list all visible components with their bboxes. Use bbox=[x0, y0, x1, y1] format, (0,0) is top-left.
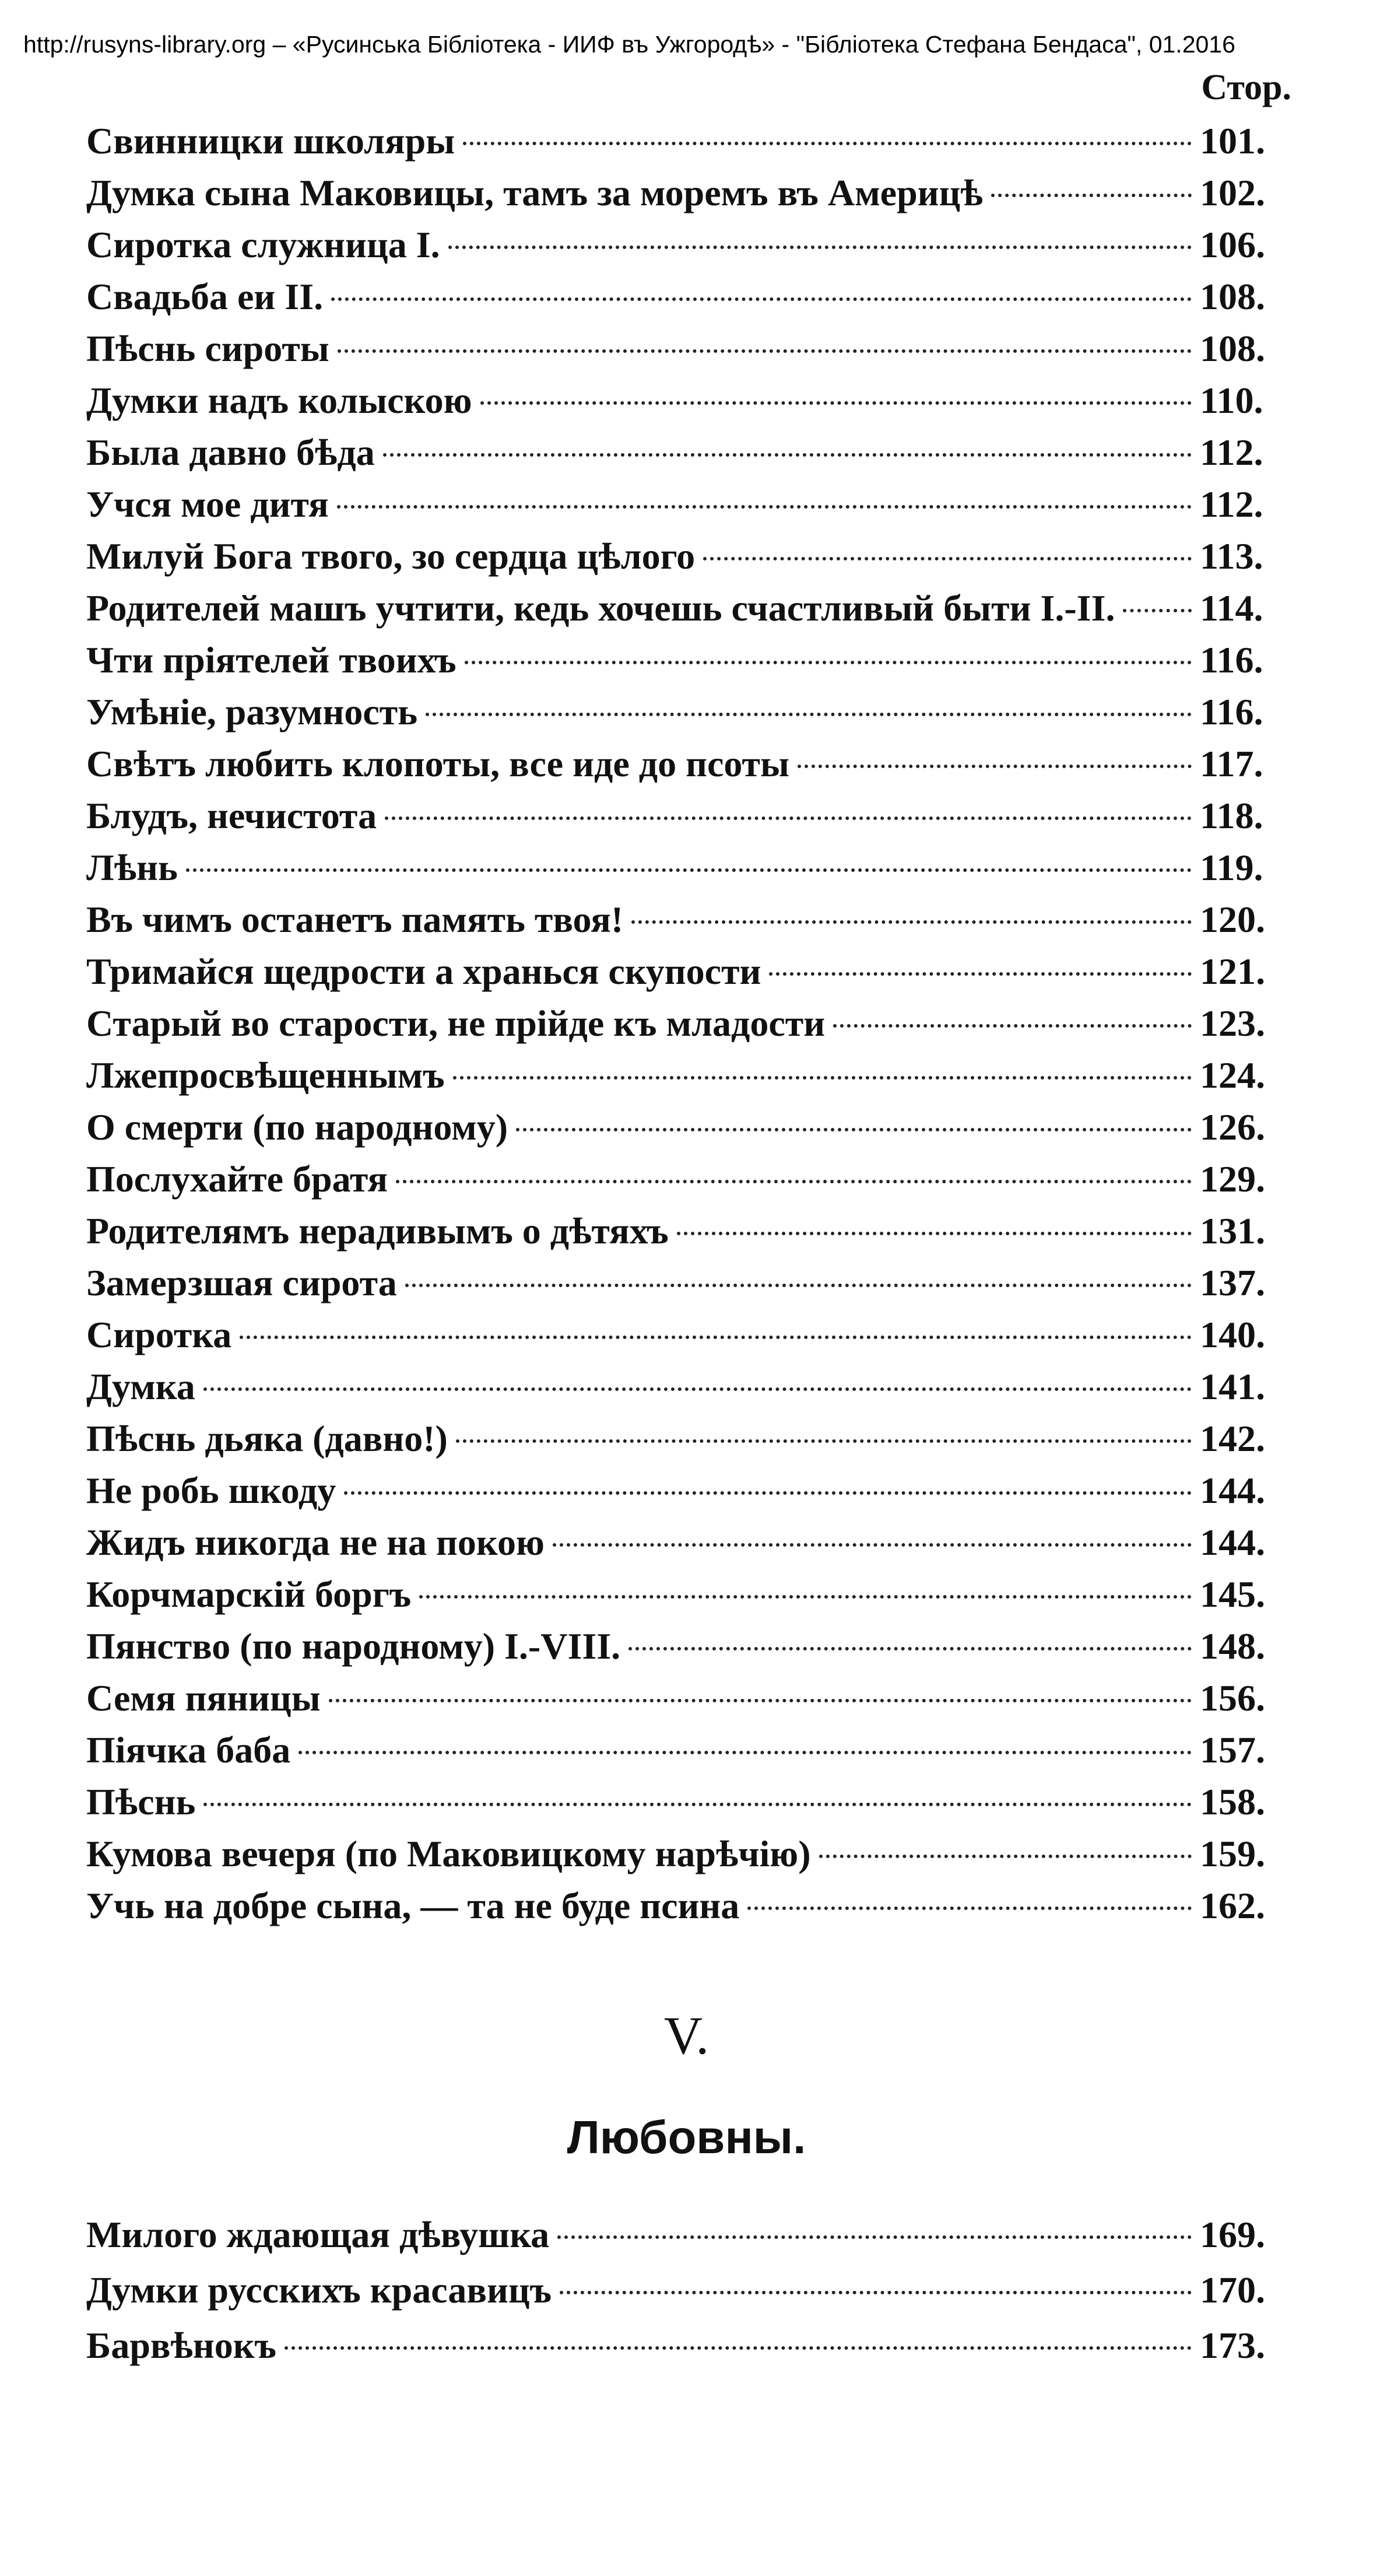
toc-entry-page: 170. bbox=[1200, 2269, 1265, 2311]
toc-entry bbox=[86, 1365, 1287, 1417]
toc-entry-title: Піячка баба bbox=[86, 1729, 291, 1771]
dot-leader bbox=[553, 1543, 1192, 1547]
dot-leader bbox=[703, 557, 1192, 560]
toc-entry-page: 113. bbox=[1200, 535, 1263, 577]
toc-entry-page: 106. bbox=[1200, 224, 1265, 265]
toc-entry bbox=[86, 2269, 1287, 2324]
toc-entry bbox=[86, 2324, 1287, 2379]
toc-entry-title: Старый во старости, не прійде къ младости bbox=[86, 1003, 826, 1044]
toc-entry-title: Въ чимъ останетъ память твоя! bbox=[86, 899, 624, 940]
toc-entry-title: Сиротка служница I. bbox=[86, 224, 440, 265]
toc-entry-page: 108. bbox=[1200, 328, 1265, 369]
toc-entry-page: 169. bbox=[1200, 2214, 1265, 2255]
section-table-of-contents bbox=[86, 2213, 1287, 2379]
toc-entry-page: 108. bbox=[1200, 276, 1265, 317]
dot-leader bbox=[628, 1647, 1192, 1650]
toc-entry bbox=[86, 1106, 1287, 1158]
toc-entry-page: 118. bbox=[1200, 795, 1263, 836]
dot-leader bbox=[337, 505, 1192, 509]
dot-leader bbox=[557, 2235, 1192, 2239]
toc-entry-page: 116. bbox=[1200, 691, 1263, 733]
toc-entry-title: Сиротка bbox=[86, 1314, 232, 1355]
toc-entry bbox=[86, 327, 1287, 379]
dot-leader bbox=[1123, 609, 1192, 612]
toc-entry-page: 114. bbox=[1200, 587, 1263, 629]
toc-entry bbox=[86, 535, 1287, 587]
toc-entry-page: 137. bbox=[1200, 1262, 1265, 1303]
toc-entry-title: Кумова вечеря (по Маковицкому нарѣчію) bbox=[86, 1833, 811, 1874]
toc-entry-title: Думки надъ колыскою bbox=[86, 380, 472, 421]
toc-entry-page: 144. bbox=[1200, 1470, 1265, 1511]
toc-entry bbox=[86, 1261, 1287, 1313]
toc-entry-title: Пѣснь сироты bbox=[86, 328, 329, 369]
dot-leader bbox=[344, 1491, 1192, 1495]
toc-entry bbox=[86, 898, 1287, 950]
toc-entry-page: 116. bbox=[1200, 639, 1263, 681]
toc-entry bbox=[86, 1832, 1287, 1884]
toc-entry-page: 120. bbox=[1200, 899, 1265, 940]
toc-entry-title: Думка сына Маковицы, тамъ за моремъ въ Америцѣ bbox=[86, 172, 983, 213]
toc-entry-title: Учся мое дитя bbox=[86, 483, 329, 525]
toc-entry-title: Семя пяницы bbox=[86, 1677, 321, 1719]
dot-leader bbox=[203, 1803, 1192, 1806]
toc-entry-title: Чти пріятелей твоихъ bbox=[86, 639, 457, 681]
dot-leader bbox=[991, 194, 1192, 197]
toc-entry-title: Свинницки школяры bbox=[86, 120, 455, 162]
toc-entry-page: 112. bbox=[1200, 483, 1263, 525]
toc-entry-page: 162. bbox=[1200, 1885, 1265, 1926]
toc-entry-title: Корчмарскій боргъ bbox=[86, 1573, 412, 1615]
dot-leader bbox=[186, 868, 1192, 872]
toc-entry-title: Думка bbox=[86, 1366, 195, 1407]
source-url-line: http://rusyns-library.org – «Русинська Бібліотека - ИИФ въ Ужгородѣ» - "Бібліотека Стефана Бендаса", 01.2016 bbox=[23, 31, 1235, 58]
toc-entry bbox=[86, 1677, 1287, 1729]
toc-entry-title: Пѣснь bbox=[86, 1781, 196, 1823]
toc-entry-title: Милуй Бога твого, зо сердца цѣлого bbox=[86, 535, 696, 577]
toc-entry-page: 144. bbox=[1200, 1522, 1265, 1563]
toc-entry bbox=[86, 1781, 1287, 1832]
dot-leader bbox=[453, 1076, 1192, 1080]
toc-entry bbox=[86, 846, 1287, 898]
toc-entry-page: 126. bbox=[1200, 1106, 1265, 1148]
toc-entry bbox=[86, 275, 1287, 327]
toc-entry-page: 157. bbox=[1200, 1729, 1265, 1771]
toc-entry-title: Лжепросвѣщеннымъ bbox=[86, 1054, 445, 1096]
dot-leader bbox=[331, 297, 1192, 301]
toc-entry bbox=[86, 379, 1287, 431]
toc-entry-title: Думки русскихъ красавицъ bbox=[86, 2269, 552, 2311]
dot-leader bbox=[798, 765, 1192, 768]
toc-entry-page: 131. bbox=[1200, 1210, 1265, 1252]
toc-entry bbox=[86, 1521, 1287, 1573]
toc-entry-title: Пянство (по народному) I.-VIII. bbox=[86, 1625, 621, 1667]
toc-entry-title: Свадьба еи II. bbox=[86, 276, 324, 317]
toc-entry-page: 173. bbox=[1200, 2325, 1265, 2366]
toc-entry bbox=[86, 1054, 1287, 1106]
dot-leader bbox=[285, 2346, 1192, 2350]
toc-entry bbox=[86, 587, 1287, 639]
dot-leader bbox=[560, 2291, 1192, 2294]
dot-leader bbox=[465, 661, 1192, 664]
toc-entry-title: Родителямъ нерадивымъ о дѣтяхъ bbox=[86, 1210, 669, 1252]
dot-leader bbox=[396, 1180, 1192, 1183]
toc-entry-title: Пѣснь дьяка (давно!) bbox=[86, 1418, 448, 1459]
toc-entry bbox=[86, 431, 1287, 483]
toc-entry bbox=[86, 1729, 1287, 1781]
toc-entry-title: Лѣнь bbox=[86, 847, 178, 888]
page-column-header: Стор. bbox=[1201, 68, 1291, 107]
toc-entry-page: 101. bbox=[1200, 120, 1265, 162]
toc-entry-page: 121. bbox=[1200, 951, 1265, 992]
dot-leader bbox=[405, 1284, 1192, 1287]
toc-entry-page: 112. bbox=[1200, 432, 1263, 473]
dot-leader bbox=[769, 972, 1192, 976]
dot-leader bbox=[516, 1128, 1192, 1131]
toc-entry-title: Блудъ, нечистота bbox=[86, 795, 377, 836]
section-numeral: V. bbox=[663, 2006, 710, 2065]
dot-leader bbox=[426, 713, 1192, 716]
toc-entry-title: Учь на добре сына, — та не буде псина bbox=[86, 1885, 740, 1926]
toc-entry-title: О смерти (по народному) bbox=[86, 1106, 508, 1148]
toc-entry-page: 117. bbox=[1200, 743, 1263, 784]
toc-entry bbox=[86, 794, 1287, 846]
toc-entry bbox=[86, 1573, 1287, 1625]
toc-entry bbox=[86, 171, 1287, 223]
dot-leader bbox=[385, 816, 1192, 820]
section-title: Любовны. bbox=[567, 2111, 806, 2163]
toc-entry bbox=[86, 1210, 1287, 1261]
toc-entry bbox=[86, 742, 1287, 794]
toc-entry-title: Была давно бѣда bbox=[86, 432, 375, 473]
dot-leader bbox=[419, 1595, 1192, 1599]
dot-leader bbox=[747, 1906, 1192, 1910]
toc-entry-page: 148. bbox=[1200, 1625, 1265, 1667]
dot-leader bbox=[299, 1751, 1192, 1754]
dot-leader bbox=[203, 1387, 1192, 1391]
toc-entry-title: Умѣніе, разумность bbox=[86, 691, 418, 733]
dot-leader bbox=[338, 349, 1192, 353]
table-of-contents bbox=[86, 120, 1287, 1936]
toc-entry-page: 145. bbox=[1200, 1573, 1265, 1615]
toc-entry-page: 102. bbox=[1200, 172, 1265, 213]
toc-entry-page: 140. bbox=[1200, 1314, 1265, 1355]
toc-entry bbox=[86, 1469, 1287, 1521]
dot-leader bbox=[329, 1699, 1192, 1702]
toc-entry-page: 159. bbox=[1200, 1833, 1265, 1874]
toc-entry-page: 123. bbox=[1200, 1003, 1265, 1044]
toc-entry-title: Милого ждающая дѣвушка bbox=[86, 2214, 550, 2255]
toc-entry-title: Родителей машъ учтити, кедь хочешь счастливый быти I.-II. bbox=[86, 587, 1115, 629]
toc-entry-page: 142. bbox=[1200, 1418, 1265, 1459]
toc-entry bbox=[86, 639, 1287, 691]
toc-entry-title: Свѣтъ любить клопоты, все иде до псоты bbox=[86, 743, 789, 784]
toc-entry-title: Замерзшая сирота bbox=[86, 1262, 397, 1303]
dot-leader bbox=[463, 142, 1192, 145]
toc-entry-page: 141. bbox=[1200, 1366, 1265, 1407]
toc-entry-page: 158. bbox=[1200, 1781, 1265, 1823]
dot-leader bbox=[480, 401, 1192, 405]
dot-leader bbox=[833, 1024, 1192, 1028]
toc-entry bbox=[86, 1884, 1287, 1936]
toc-entry bbox=[86, 120, 1287, 171]
toc-entry-title: Не робь шкоду bbox=[86, 1470, 336, 1511]
dot-leader bbox=[819, 1855, 1192, 1858]
toc-entry-title: Послухайте братя bbox=[86, 1158, 388, 1200]
toc-entry bbox=[86, 1158, 1287, 1210]
toc-entry bbox=[86, 691, 1287, 742]
toc-entry-page: 119. bbox=[1200, 847, 1263, 888]
toc-entry bbox=[86, 483, 1287, 535]
dot-leader bbox=[383, 453, 1192, 457]
toc-entry bbox=[86, 1625, 1287, 1677]
toc-entry-page: 110. bbox=[1200, 380, 1263, 421]
dot-leader bbox=[456, 1439, 1192, 1443]
toc-entry-page: 129. bbox=[1200, 1158, 1265, 1200]
toc-entry bbox=[86, 1313, 1287, 1365]
toc-entry bbox=[86, 950, 1287, 1002]
toc-entry-title: Жидъ никогда не на покою bbox=[86, 1522, 545, 1563]
dot-leader bbox=[240, 1336, 1192, 1339]
dot-leader bbox=[677, 1232, 1192, 1235]
dot-leader bbox=[448, 246, 1192, 249]
toc-entry bbox=[86, 1417, 1287, 1469]
dot-leader bbox=[631, 920, 1192, 924]
toc-entry-page: 124. bbox=[1200, 1054, 1265, 1096]
toc-entry-page: 156. bbox=[1200, 1677, 1265, 1719]
toc-entry bbox=[86, 223, 1287, 275]
toc-entry bbox=[86, 2213, 1287, 2269]
toc-entry-title: Барвѣнокъ bbox=[86, 2325, 276, 2366]
toc-entry-title: Тримайся щедрости а хранься скупости bbox=[86, 951, 761, 992]
toc-entry bbox=[86, 1002, 1287, 1054]
